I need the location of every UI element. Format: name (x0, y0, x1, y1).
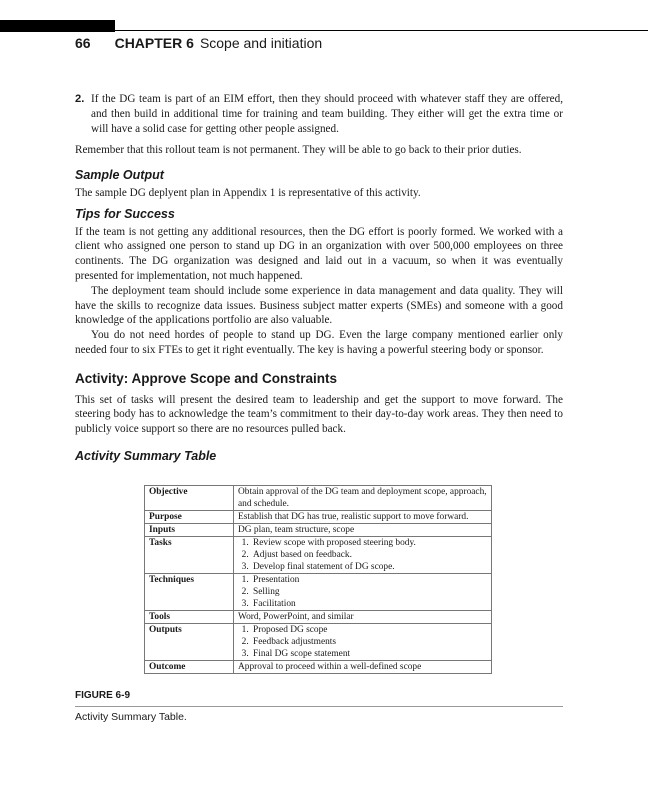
outputs-label: Outputs (145, 624, 234, 661)
tips-paragraph: The deployment team should include some experience in data management and data quality. They will have the skills to recognize data issues. Business subject matter experts (SMEs) and someone with a good knowledge of the applications portfolio are also valuable. (75, 284, 563, 327)
techniques-list (238, 574, 487, 610)
list-item: 3. Final DG scope statement (251, 648, 487, 660)
tasks-label: Tasks (145, 537, 234, 574)
sample-output-heading: Sample Output (75, 168, 164, 183)
sample-output-text: The sample DG deplyent plan in Appendix 1 is representative of this activity. (75, 186, 421, 199)
purpose-label: Purpose (145, 511, 234, 524)
header-black-bar (0, 20, 115, 32)
summary-heading: Activity Summary Table (75, 448, 217, 463)
list-item: 3. Facilitation (251, 598, 487, 610)
objective-value: Obtain approval of the DG team and deployment scope, approach, and schedule. (234, 486, 492, 511)
activity-summary-table (144, 485, 492, 674)
tips-paragraph: You do not need hordes of people to stand up DG. Even the large company mentioned earlier only needed four to six FTEs to get it right eventually. The key is having a powerful steering body or sponsor. (75, 329, 563, 356)
list-item: 1. Presentation (251, 574, 487, 586)
tips-heading: Tips for Success (75, 206, 175, 221)
list-item: 2. Adjust based on feedback. (251, 549, 487, 561)
list-item-text: If the DG team is part of an EIM effort, then they should proceed with whatever staff they are offered, and then build in additional time for training and team building. They either will get the extra time or will have a solid case for getting other people assigned. (91, 93, 563, 135)
chapter-label: CHAPTER 6 (114, 35, 194, 51)
techniques-label: Techniques (145, 574, 234, 611)
body-text (75, 92, 563, 467)
table-row (145, 511, 492, 524)
rollout-note: Remember that this rollout team is not permanent. They will be able to go back to their prior duties. (75, 144, 522, 157)
tools-value: Word, PowerPoint, and similar (234, 611, 492, 624)
list-item: 2. Feedback adjustments (251, 636, 487, 648)
outcome-value: Approval to proceed within a well-defined scope (234, 661, 492, 674)
figure-label: FIGURE 6-9 (75, 690, 131, 701)
running-header (75, 35, 322, 51)
objective-label: Objective (145, 486, 234, 511)
table-row (145, 486, 492, 511)
table-row (145, 574, 492, 611)
table-row (145, 624, 492, 661)
tasks-list (238, 537, 487, 573)
table-row (145, 524, 492, 537)
tips-paragraph: If the team is not getting any additional resources, then the DG effort is poorly formed. We worked with a client who assigned one person to stand up DG in an organization with over 500,000 employees on three continents. The DG organization was designed and laid out in a vacuum, so when it was eventually presented for implementation, not much happened. (75, 225, 563, 282)
table-row (145, 661, 492, 674)
outcome-label: Outcome (145, 661, 234, 674)
purpose-value: Establish that DG has true, realistic support to move forward. (234, 511, 492, 524)
page-number: 66 (75, 35, 91, 51)
list-item: 2. Selling (251, 586, 487, 598)
inputs-value: DG plan, team structure, scope (234, 524, 492, 537)
figure-caption: Activity Summary Table. (75, 711, 187, 723)
activity-heading: Activity: Approve Scope and Constraints (75, 370, 338, 386)
list-item-number: 2. (75, 93, 85, 105)
list-item: 1. Review scope with proposed steering body. (251, 537, 487, 549)
activity-text: This set of tasks will present the desired team to leadership and get the support to move forward. The steering body has to acknowledge the team’s commitment to their day-to-day work areas. They then need to publicly voice support so there are no resources pulled back. (75, 393, 563, 436)
inputs-label: Inputs (145, 524, 234, 537)
chapter-title: Scope and initiation (199, 35, 323, 51)
table-row (145, 611, 492, 624)
figure-rule (75, 706, 563, 707)
list-item (75, 92, 563, 136)
table-row (145, 537, 492, 574)
header-rule (115, 30, 648, 31)
list-item: 3. Develop final statement of DG scope. (251, 561, 487, 573)
outputs-list (238, 624, 487, 660)
tools-label: Tools (145, 611, 234, 624)
list-item: 1. Proposed DG scope (251, 624, 487, 636)
